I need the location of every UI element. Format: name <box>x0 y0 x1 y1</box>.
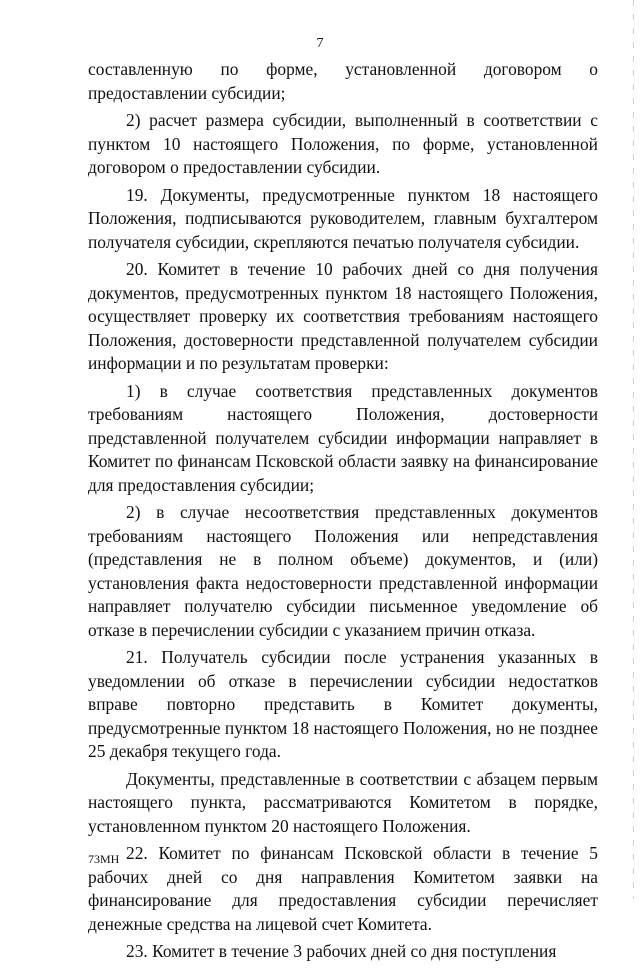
paragraph: 2) расчет размера субсидии, выполненный в соответствии с пунктом 10 настоящего Положения, по форме, установленной договором о предоставлении субсидии. <box>88 110 598 177</box>
document-code: 73МН <box>88 852 120 866</box>
page-number: 7 <box>316 36 324 51</box>
paragraph: Документы, представленные в соответствии с абзацем первым настоящего пункта, рассматриваются Комитетом в порядке, установленном пунктом 20 настоящего Положения. <box>88 768 598 836</box>
paragraph: 21. Получатель субсидии после устранения указанных в уведомлении об отказе в перечислении субсидии недостатков вправе повторно представить в Комитет документы, предусмотренные пунктом 18 настоящего Положения, но не позднее 25 декабря текущего года. <box>88 647 598 761</box>
paragraph: 2) в случае несоответствия представленных документов требованиям настоящего Положения или непредставления (представления не в полном объеме) документов, и (или) установления факта недостоверности представленной информации направляет получателю субсидии письменное уведомление об отказе в перечислении субсидии с указанием причин отказа. <box>88 502 598 640</box>
paragraph: 23. Комитет в течение 3 рабочих дней со дня поступления <box>126 941 557 961</box>
paragraph: 20. Комитет в течение 10 рабочих дней со дня получения документов, предусмотренных пунктом 18 настоящего Положения, осуществляет проверку их соответствия требованиям настоящего Положения, достоверности представленной получателем субсидии информации и по результатам проверки: <box>88 259 598 373</box>
paragraph: составленную по форме, установленной договором о предоставлении субсидии; <box>88 59 598 103</box>
paragraph: 19. Документы, предусмотренные пунктом 18 настоящего Положения, подписываются руководителем, главным бухгалтером получателя субсидии, скрепляются печатью получателя субсидии. <box>88 184 598 252</box>
document-body <box>88 58 598 968</box>
paragraph: 22. Комитет по финансам Псковской области в течение 5 рабочих дней со дня направления Комитетом заявки на финансирование для предоставления субсидии перечисляет денежные средства на лицевой счет Комитета. <box>88 843 598 934</box>
paragraph: 1) в случае соответствия представленных документов требованиям настоящего Положения, достоверности представленной получателем субсидии информации направляет в Комитет по финансам Псковской области заявку на финансирование для предоставления субсидии; <box>88 380 598 495</box>
scan-edge-mark <box>633 0 634 899</box>
